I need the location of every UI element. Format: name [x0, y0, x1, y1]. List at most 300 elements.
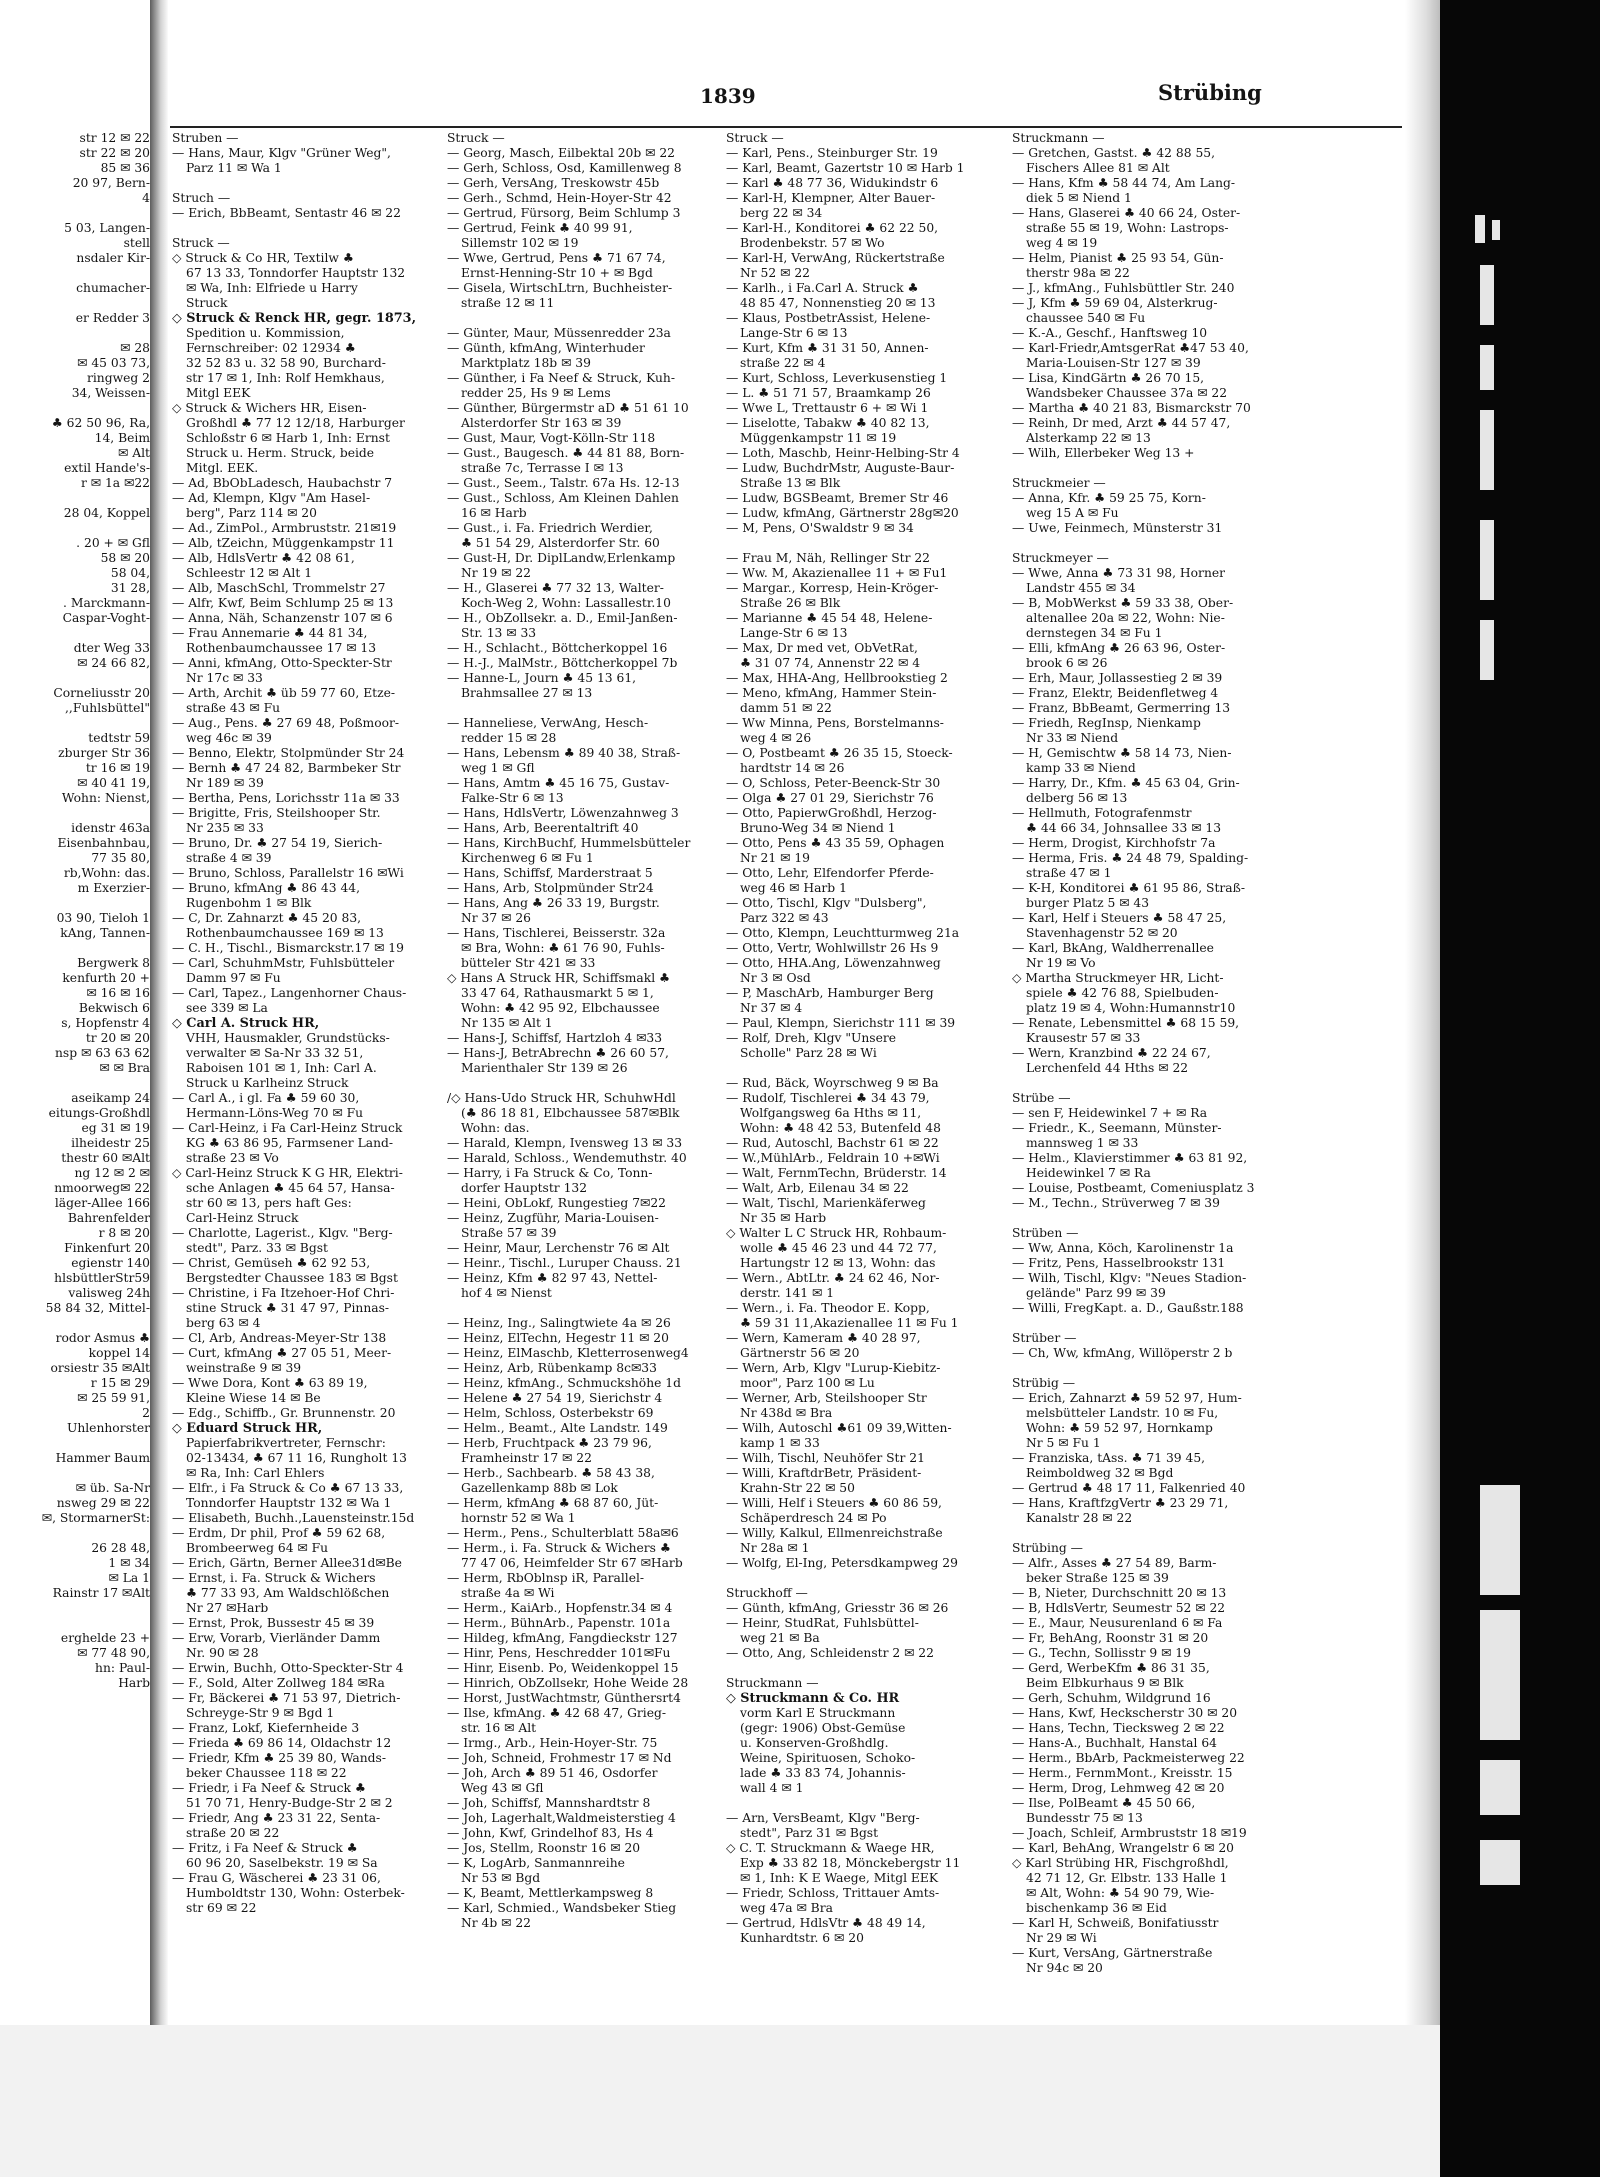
directory-entry-line: [1012, 1316, 1268, 1331]
directory-entry-line: — Hanneliese, VerwAng, Hesch-: [447, 716, 649, 730]
directory-entry-line: Nr 5 ✉ Fu 1: [1026, 1436, 1101, 1450]
directory-entry-line: — Hans, Maur, Klgv "Grüner Weg",: [172, 146, 391, 160]
directory-entry-line: — Fritz, Pens, Hasselbrookstr 131: [1012, 1256, 1226, 1270]
directory-entry-line: Tonndorfer Hauptstr 132 ✉ Wa 1: [186, 1496, 392, 1510]
directory-entry-line: Kleine Wiese 14 ✉ Be: [186, 1391, 321, 1405]
directory-entry-line: — B, Nieter, Durchschnitt 20 ✉ 13: [1012, 1586, 1227, 1600]
directory-entry-line: — Ilse, PolBeamt ♣ 45 50 66,: [1012, 1796, 1196, 1810]
directory-entry-line: Nr 29 ✉ Wi: [1026, 1931, 1097, 1945]
directory-entry-line: — Otto, PapierwGroßhdl, Herzog-: [726, 806, 937, 820]
directory-entry-line: — B, HdlsVertr, Seumestr 52 ✉ 22: [1012, 1601, 1226, 1615]
directory-entry-line: str 69 ✉ 22: [186, 1901, 257, 1915]
directory-entry-line: 42 71 12, Gr. Elbstr. 133 Halle 1: [1026, 1871, 1228, 1885]
directory-entry-line: — Herm, RbOblnsp iR, Parallel-: [447, 1571, 645, 1585]
directory-entry-line: — Günth, kfmAng, Griesstr 36 ✉ 26: [726, 1601, 949, 1615]
directory-entry-line: straße 22 ✉ 4: [740, 356, 826, 370]
directory-entry-line: hof 4 ✉ Nienst: [461, 1286, 552, 1300]
directory-column-4: [1012, 131, 1268, 2011]
directory-entry-line: [447, 701, 707, 716]
scanner-mark: [1480, 1760, 1520, 1815]
directory-entry-line: Scholle" Parz 28 ✉ Wi: [740, 1046, 877, 1060]
directory-entry-line: — Wilh, Autoschl ♣61 09 39,Witten-: [726, 1421, 952, 1435]
fragment-line: 2: [142, 1406, 150, 1420]
directory-entry-line: — Karl, Helf i Steuers ♣ 58 47 25,: [1012, 911, 1227, 925]
directory-entry-line: — Friedh, RegInsp, Nienkamp: [1012, 716, 1201, 730]
directory-entry-line: Wohn: ♣ 42 95 92, Elbchaussee: [461, 1001, 660, 1015]
directory-entry-line: — Gertrud, HdlsVtr ♣ 48 49 14,: [726, 1916, 926, 1930]
directory-entry-line: — Karl-H, Klempner, Alter Bauer-: [726, 191, 936, 205]
directory-entry-line: Wandsbeker Chaussee 37a ✉ 22: [1026, 386, 1228, 400]
directory-entry-line: — Otto, Vertr, Wohlwillstr 26 Hs 9: [726, 941, 939, 955]
directory-entry-line: — K, Beamt, Mettlerkampsweg 8: [447, 1886, 654, 1900]
directory-entry-line: — Gust., Baugesch. ♣ 44 81 88, Born-: [447, 446, 685, 460]
directory-entry-line: Brahmsallee 27 ✉ 13: [461, 686, 593, 700]
directory-entry-line: — C. H., Tischl., Bismarckstr.17 ✉ 19: [172, 941, 404, 955]
directory-entry-line: — Franz, Elektr, Beidenfletweg 4: [1012, 686, 1219, 700]
directory-entry-line: berg 63 ✉ 4: [186, 1316, 261, 1330]
directory-entry-line: 67 13 33, Tonndorfer Hauptstr 132: [186, 266, 406, 280]
directory-entry-line: ✉ Alt, Wohn: ♣ 54 90 79, Wie-: [1026, 1886, 1215, 1900]
directory-entry-line: Straße 13 ✉ Blk: [740, 476, 841, 490]
directory-entry-line: derstr. 141 ✉ 1: [740, 1286, 835, 1300]
fragment-line: . Marckmann-: [63, 596, 150, 610]
fragment-line: valisweg 24h: [68, 1286, 150, 1300]
directory-entry-line: — Rudolf, Tischlerei ♣ 34 43 79,: [726, 1091, 930, 1105]
directory-entry-line: — Frieda ♣ 69 86 14, Oldachstr 12: [172, 1736, 392, 1750]
directory-entry-line: — Arth, Archit ♣ üb 59 77 60, Etze-: [172, 686, 396, 700]
directory-entry-line: — Heinz, ElTechn, Hegestr 11 ✉ 20: [447, 1331, 669, 1345]
directory-entry-line: dernstegen 34 ✉ Fu 1: [1026, 626, 1163, 640]
directory-entry-line: Krahn-Str 22 ✉ 50: [740, 1481, 855, 1495]
fragment-line: [0, 491, 150, 506]
firm-entry-line: ◇ Eduard Struck HR,: [172, 1421, 323, 1436]
directory-entry-line: straße 55 ✉ 19, Wohn: Lastrops-: [1026, 221, 1229, 235]
directory-entry-line: — Rud, Autoschl, Bachstr 61 ✉ 22: [726, 1136, 939, 1150]
directory-entry-line: — Carl-Heinz, i Fa Carl-Heinz Struck: [172, 1121, 403, 1135]
directory-entry-line: — Louise, Postbeamt, Comeniusplatz 3: [1012, 1181, 1255, 1195]
fragment-line: 34, Weissen-: [71, 386, 150, 400]
directory-entry-line: Struben —: [172, 131, 239, 145]
directory-entry-line: — Benno, Elektr, Stolpmünder Str 24: [172, 746, 405, 760]
scanner-mark: [1480, 620, 1494, 680]
directory-entry-line: — Anna, Kfr. ♣ 59 25 75, Korn-: [1012, 491, 1206, 505]
directory-entry-line: — Otto, Tischl, Klgv "Dulsberg",: [726, 896, 927, 910]
directory-entry-line: Nr 19 ✉ 22: [461, 566, 531, 580]
directory-entry-line: — sen F, Heidewinkel 7 + ✉ Ra: [1012, 1106, 1208, 1120]
directory-entry-line: — Joach, Schleif, Armbruststr 18 ✉19: [1012, 1826, 1247, 1840]
fragment-line: nmoorweg✉ 22: [54, 1181, 150, 1195]
directory-entry-line: — Wwe, Anna ♣ 73 31 98, Horner: [1012, 566, 1226, 580]
directory-entry-line: Nr 35 ✉ Harb: [740, 1211, 827, 1225]
directory-entry-line: Nr 189 ✉ 39: [186, 776, 264, 790]
fragment-line: 58 ✉ 20: [100, 551, 150, 565]
directory-entry-line: Gärtnerstr 56 ✉ 20: [740, 1346, 860, 1360]
directory-entry-line: — H., Glaserei ♣ 77 32 13, Walter-: [447, 581, 664, 595]
scan-background-bottom: [0, 2025, 1440, 2177]
directory-entry-line: — Renate, Lebensmittel ♣ 68 15 59,: [1012, 1016, 1240, 1030]
fragment-line: chumacher-: [76, 281, 150, 295]
directory-entry-line: ♣ 31 07 74, Annenstr 22 ✉ 4: [740, 656, 921, 670]
directory-entry-line: — Erich, Gärtn, Berner Allee31d✉Be: [172, 1556, 402, 1570]
fragment-line: [0, 266, 150, 281]
directory-entry-line: — Günter, Maur, Müssenredder 23a: [447, 326, 671, 340]
fragment-line: [0, 1616, 150, 1631]
directory-entry-line: straße 47 ✉ 1: [1026, 866, 1112, 880]
directory-entry-line: Straße 57 ✉ 39: [461, 1226, 557, 1240]
directory-entry-line: Kirchenweg 6 ✉ Fu 1: [461, 851, 594, 865]
directory-entry-line: — Ad., ZimPol., Armbruststr. 21✉19: [172, 521, 397, 535]
fragment-line: orsiestr 35 ✉Alt: [50, 1361, 150, 1375]
fragment-line: ringweg 2: [86, 371, 150, 385]
directory-entry-line: ♣ 51 54 29, Alsterdorfer Str. 60: [461, 536, 660, 550]
directory-entry-line: — J, Kfm ♣ 59 69 04, Alsterkrug-: [1012, 296, 1218, 310]
fragment-line: str 22 ✉ 20: [79, 146, 150, 160]
directory-entry-line: 32 52 83 u. 32 58 90, Burchard-: [186, 356, 386, 370]
directory-entry-line: — Max, Dr med vet, ObVetRat,: [726, 641, 918, 655]
directory-entry-line: [726, 1571, 994, 1586]
directory-entry-line: — Cl, Arb, Andreas-Meyer-Str 138: [172, 1331, 387, 1345]
directory-entry-line: — Hildeg, kfmAng, Fangdieckstr 127: [447, 1631, 678, 1645]
fragment-line: koppel 14: [88, 1346, 150, 1360]
directory-entry-line: platz 19 ✉ 4, Wohn:Humannstr10: [1026, 1001, 1236, 1015]
fragment-line: hn: Paul-: [95, 1661, 150, 1675]
directory-entry-line: Lange-Str 6 ✉ 13: [740, 326, 848, 340]
directory-entry-line: — Herm, kfmAng ♣ 68 87 60, Jüt-: [447, 1496, 659, 1510]
directory-entry-line: — Willi, KraftdrBetr, Präsident-: [726, 1466, 922, 1480]
scanner-mark: [1480, 520, 1494, 600]
directory-entry-line: redder 25, Hs 9 ✉ Lems: [461, 386, 611, 400]
directory-entry-line: — Herm., Pens., Schulterblatt 58a✉6: [447, 1526, 679, 1540]
directory-entry-line: — Rud, Bäck, Woyrschweg 9 ✉ Ba: [726, 1076, 939, 1090]
fragment-line: Bekwisch 6: [78, 1001, 150, 1015]
directory-entry-line: — Carl, Tapez., Langenhorner Chaus-: [172, 986, 407, 1000]
directory-entry-line: — O, Postbeamt ♣ 26 35 15, Stoeck-: [726, 746, 953, 760]
fragment-line: str 12 ✉ 22: [79, 131, 150, 145]
directory-entry-line: verwalter ✉ Sa-Nr 33 32 51,: [186, 1046, 364, 1060]
fragment-line: ,,Fuhlsbüttel": [65, 701, 150, 715]
directory-entry-line: Heidewinkel 7 ✉ Ra: [1026, 1166, 1151, 1180]
directory-entry-line: Carl-Heinz Struck: [186, 1211, 299, 1225]
directory-entry-line: — Georg, Masch, Eilbektal 20b ✉ 22: [447, 146, 675, 160]
directory-entry-line: — F., Sold, Alter Zollweg 184 ✉Ra: [172, 1676, 385, 1690]
directory-entry-line: — Ernst, Prok, Bussestr 45 ✉ 39: [172, 1616, 375, 1630]
fragment-line: erghelde 23 +: [60, 1631, 150, 1645]
fragment-line: zburger Str 36: [58, 746, 150, 760]
directory-entry-line: — Hans-J, BetrAbrechn ♣ 26 60 57,: [447, 1046, 669, 1060]
directory-entry-line: ◇ Hans A Struck HR, Schiffsmakl ♣: [447, 971, 671, 985]
directory-entry-line: Nr 28a ✉ 1: [740, 1541, 810, 1555]
scanner-mark: [1480, 410, 1494, 490]
directory-entry-line: — M., Techn., Strüverweg 7 ✉ 39: [1012, 1196, 1220, 1210]
directory-entry-line: — Hans, Schiffsf, Marderstraat 5: [447, 866, 653, 880]
fragment-line: 85 ✉ 36: [100, 161, 150, 175]
directory-entry-line: therstr 98a ✉ 22: [1026, 266, 1130, 280]
directory-entry-line: — Brigitte, Fris, Steilshooper Str.: [172, 806, 381, 820]
directory-entry-line: ◇ Struck & Co HR, Textilw ♣: [172, 251, 354, 265]
dark-background-right: [1440, 0, 1600, 2177]
directory-entry-line: Wohn: das.: [461, 1121, 530, 1135]
directory-entry-line: melsbütteler Landstr. 10 ✉ Fu,: [1026, 1406, 1219, 1420]
fragment-line: r 8 ✉ 20: [98, 1226, 150, 1240]
directory-entry-line: Brodenbekstr. 57 ✉ Wo: [740, 236, 885, 250]
directory-entry-line: — Erh, Maur, Jollassestieg 2 ✉ 39: [1012, 671, 1223, 685]
directory-entry-line: — Gretchen, Gastst. ♣ 42 88 55,: [1012, 146, 1216, 160]
directory-entry-line: Weg 43 ✉ Gfl: [461, 1781, 544, 1795]
directory-entry-line: — Gust., Seem., Talstr. 67a Hs. 12-13: [447, 476, 680, 490]
fragment-line: 58 04,: [110, 566, 150, 580]
directory-column-3: [726, 131, 994, 2011]
directory-entry-line: — Herm., BbArb, Packmeisterweg 22: [1012, 1751, 1245, 1765]
fragment-line: Uhlenhorster: [66, 1421, 150, 1435]
directory-entry-line: Struck —: [726, 131, 784, 145]
directory-entry-line: — Wern., AbtLtr. ♣ 24 62 46, Nor-: [726, 1271, 940, 1285]
directory-entry-line: ✉ Ra, Inh: Carl Ehlers: [186, 1466, 325, 1480]
directory-entry-line: — Frau G, Wäscherei ♣ 23 31 06,: [172, 1871, 381, 1885]
directory-entry-line: — Gerh., Schmd, Hein-Hoyer-Str 42: [447, 191, 672, 205]
directory-entry-line: — Rolf, Dreh, Klgv "Unsere: [726, 1031, 897, 1045]
directory-entry-line: 16 ✉ Harb: [461, 506, 527, 520]
directory-entry-line: sche Anlagen ♣ 45 64 57, Hansa-: [186, 1181, 395, 1195]
directory-entry-line: — Anni, kfmAng, Otto-Speckter-Str: [172, 656, 392, 670]
directory-entry-line: ✉ Bra, Wohn: ♣ 61 76 90, Fuhls-: [461, 941, 665, 955]
directory-entry-line: — Liselotte, Tabakw ♣ 40 82 13,: [726, 416, 930, 430]
directory-entry-line: — Marianne ♣ 45 54 48, Helene-: [726, 611, 933, 625]
directory-entry-line: Struckmeyer —: [1012, 551, 1109, 565]
directory-entry-line: — Wilh, Tischl, Klgv: "Neues Stadion-: [1012, 1271, 1247, 1285]
scanner-mark: [1480, 265, 1494, 325]
directory-entry-line: — Fr, BehAng, Roonstr 31 ✉ 20: [1012, 1631, 1209, 1645]
fragment-line: Caspar-Voght-: [62, 611, 150, 625]
scanner-mark: [1480, 1485, 1520, 1595]
fragment-line: tr 20 ✉ 20: [85, 1031, 150, 1045]
directory-entry-line: — Hans, Tischlerei, Beisserstr. 32a: [447, 926, 666, 940]
directory-entry-line: — Karl, BkAng, Waldherrenallee: [1012, 941, 1214, 955]
fragment-line: ✉ 40 41 19,: [77, 776, 150, 790]
directory-entry-line: — Friedr, i Fa Neef & Struck ♣: [172, 1781, 366, 1795]
directory-entry-line: weg 21 ✉ Ba: [740, 1631, 820, 1645]
directory-entry-line: Maria-Louisen-Str 127 ✉ 39: [1026, 356, 1201, 370]
directory-entry-line: Struck u. Herm. Struck, beide: [186, 446, 375, 460]
directory-entry-line: — Helene ♣ 27 54 19, Sierichstr 4: [447, 1391, 663, 1405]
directory-entry-line: — Hans, HdlsVertr, Löwenzahnweg 3: [447, 806, 679, 820]
directory-entry-line: Struckmann —: [1012, 131, 1105, 145]
scanner-mark: [1492, 220, 1500, 240]
directory-entry-line: ◇ C. T. Struckmann & Waege HR,: [726, 1841, 935, 1855]
directory-entry-line: — Gerh, VersAng, Treskowstr 45b: [447, 176, 660, 190]
directory-entry-line: — Martha ♣ 40 21 83, Bismarckstr 70: [1012, 401, 1251, 415]
directory-entry-line: — Wern, Kranzbind ♣ 22 24 67,: [1012, 1046, 1211, 1060]
directory-entry-line: Struck —: [447, 131, 505, 145]
directory-entry-line: — Heinr, Maur, Lerchenstr 76 ✉ Alt: [447, 1241, 670, 1255]
directory-entry-line: Exp ♣ 33 82 18, Mönckebergstr 11: [740, 1856, 961, 1870]
directory-entry-line: [726, 1061, 994, 1076]
directory-entry-line: — Alfr, Kwf, Beim Schlump 25 ✉ 13: [172, 596, 394, 610]
fragment-line: [0, 521, 150, 536]
directory-entry-line: — Friedr, Kfm ♣ 25 39 80, Wands-: [172, 1751, 387, 1765]
directory-entry-line: Schleestr 12 ✉ Alt 1: [186, 566, 313, 580]
fragment-line: [0, 1526, 150, 1541]
directory-entry-line: — Frau Annemarie ♣ 44 81 34,: [172, 626, 368, 640]
directory-entry-line: wolle ♣ 45 46 23 und 44 72 77,: [740, 1241, 937, 1255]
fragment-line: tr 16 ✉ 19: [85, 761, 150, 775]
fragment-line: Harb: [118, 1676, 150, 1690]
directory-entry-line: — Edg., Schiffb., Gr. Brunnenstr. 20: [172, 1406, 396, 1420]
directory-entry-line: — Erich, Zahnarzt ♣ 59 52 97, Hum-: [1012, 1391, 1242, 1405]
directory-entry-line: [726, 1796, 994, 1811]
directory-entry-line: ✉ Wa, Inh: Elfriede u Harry: [186, 281, 358, 295]
directory-entry-line: [1012, 536, 1268, 551]
directory-entry-line: Großhdl ♣ 77 12 12/18, Harburger: [186, 416, 405, 430]
directory-entry-line: Mitgl EEK: [186, 386, 251, 400]
directory-column-1: [172, 131, 430, 2011]
directory-entry-line: [1012, 461, 1268, 476]
directory-entry-line: — Karl ♣ 48 77 36, Widukindstr 6: [726, 176, 939, 190]
fragment-line: [0, 806, 150, 821]
directory-entry-line: — John, Kwf, Grindelhof 83, Hs 4: [447, 1826, 654, 1840]
directory-entry-line: — Hans, Arb, Stolpmünder Str24: [447, 881, 654, 895]
directory-entry-line: — Friedr., K., Seemann, Münster-: [1012, 1121, 1222, 1135]
directory-entry-line: damm 51 ✉ 22: [740, 701, 832, 715]
directory-entry-line: weg 15 A ✉ Fu: [1026, 506, 1119, 520]
directory-entry-line: Spedition u. Kommission,: [186, 326, 345, 340]
fragment-line: 31 28,: [110, 581, 150, 595]
directory-entry-line: — Karl, Pens., Steinburger Str. 19: [726, 146, 938, 160]
directory-entry-line: see 339 ✉ La: [186, 1001, 268, 1015]
directory-entry-line: chaussee 540 ✉ Fu: [1026, 311, 1146, 325]
directory-entry-line: — Heinr, StudRat, Fuhlsbüttel-: [726, 1616, 919, 1630]
fragment-line: eg 31 ✉ 19: [81, 1121, 150, 1135]
directory-entry-line: Nr 27 ✉Harb: [186, 1601, 269, 1615]
directory-entry-line: — H.-J., MalMstr., Böttcherkoppel 7b: [447, 656, 678, 670]
directory-entry-line: — Franziska, tAss. ♣ 71 39 45,: [1012, 1451, 1206, 1465]
directory-entry-line: — Carl A., i gl. Fa ♣ 59 60 30,: [172, 1091, 360, 1105]
directory-entry-line: — Friedr, Schloss, Trittauer Amts-: [726, 1886, 940, 1900]
directory-entry-line: 60 96 20, Saselbekstr. 19 ✉ Sa: [186, 1856, 378, 1870]
directory-entry-line: weg 1 ✉ Gfl: [461, 761, 535, 775]
directory-entry-line: 02-13434, ♣ 67 11 16, Rungholt 13: [186, 1451, 407, 1465]
directory-entry-line: Wohn: ♣ 59 52 97, Hornkamp: [1026, 1421, 1213, 1435]
directory-entry-line: — Gisela, WirtschLtrn, Buchheister-: [447, 281, 673, 295]
directory-entry-line: bischenkamp 36 ✉ Eid: [1026, 1901, 1167, 1915]
directory-entry-line: — J., kfmAng., Fuhlsbüttler Str. 240: [1012, 281, 1235, 295]
fragment-line: [0, 716, 150, 731]
directory-entry-line: — Kurt, Schloss, Leverkusenstieg 1: [726, 371, 948, 385]
directory-entry-line: — Helm., Klavierstimmer ♣ 63 81 92,: [1012, 1151, 1248, 1165]
fragment-line: Eisenbahnbau,: [57, 836, 150, 850]
directory-entry-line: — Margar., Korresp, Hein-Kröger-: [726, 581, 939, 595]
directory-entry-line: — Hans, KirchBuchf, Hummelsbütteler: [447, 836, 691, 850]
left-page-fragment: [0, 131, 150, 2011]
directory-entry-line: — Hans, KraftfzgVertr ♣ 23 29 71,: [1012, 1496, 1229, 1510]
fragment-line: Bergwerk 8: [77, 956, 150, 970]
directory-entry-line: Schreyge-Str 9 ✉ Bgd 1: [186, 1706, 335, 1720]
directory-entry-line: Schloßstr 6 ✉ Harb 1, Inh: Ernst: [186, 431, 390, 445]
directory-entry-line: — Carl, SchuhmMstr, Fuhlsbütteler: [172, 956, 395, 970]
fragment-line: [0, 296, 150, 311]
fragment-line: rb,Wohn: das.: [63, 866, 150, 880]
directory-entry-line: — Günther, Bürgermstr aD ♣ 51 61 10: [447, 401, 689, 415]
directory-entry-line: — Gust., i. Fa. Friedrich Werdier,: [447, 521, 653, 535]
directory-entry-line: — Heini, ObLokf, Rungestieg 7✉22: [447, 1196, 666, 1210]
directory-entry-line: [726, 536, 994, 551]
fragment-line: . 20 + ✉ Gfl: [76, 536, 150, 550]
directory-entry-line: Brombeerweg 64 ✉ Fu: [186, 1541, 329, 1555]
directory-entry-line: — Willi, FregKapt. a. D., Gaußstr.188: [1012, 1301, 1244, 1315]
directory-entry-line: Nr 235 ✉ 33: [186, 821, 264, 835]
directory-entry-line: — Karlh., i Fa.Carl A. Struck ♣: [726, 281, 919, 295]
directory-entry-line: — Karl, BehAng, Wrangelstr 6 ✉ 20: [1012, 1841, 1235, 1855]
fragment-line: läger-Allee 166: [54, 1196, 150, 1210]
directory-entry-line: ♣ 44 66 34, Johnsallee 33 ✉ 13: [1026, 821, 1222, 835]
directory-entry-line: — Herm., i. Fa. Struck & Wichers ♣: [447, 1541, 671, 1555]
directory-entry-line: Hartungstr 12 ✉ 13, Wohn: das: [740, 1256, 936, 1270]
fragment-line: Finkenfurt 20: [64, 1241, 150, 1255]
fragment-line: ✉ La 1: [108, 1571, 150, 1585]
directory-entry-line: — Christ, Gemüseh ♣ 62 92 53,: [172, 1256, 371, 1270]
directory-entry-line: — Bertha, Pens, Lorichsstr 11a ✉ 33: [172, 791, 400, 805]
directory-entry-line: — Hans, Ang ♣ 26 33 19, Burgstr.: [447, 896, 660, 910]
fragment-line: idenstr 463a: [71, 821, 150, 835]
directory-entry-line: — Heinz, Ing., Salingtwiete 4a ✉ 26: [447, 1316, 671, 1330]
directory-entry-line: — Karl-H, VerwAng, Rückertstraße: [726, 251, 945, 265]
directory-entry-line: Reimboldweg 32 ✉ Bgd: [1026, 1466, 1174, 1480]
directory-entry-line: Alsterdorfer Str 163 ✉ 39: [461, 416, 622, 430]
directory-entry-line: Strübig —: [1012, 1376, 1076, 1390]
directory-entry-line: — Helm, Pianist ♣ 25 93 54, Gün-: [1012, 251, 1224, 265]
directory-entry-line: Wohn: ♣ 48 42 53, Butenfeld 48: [740, 1121, 941, 1135]
directory-entry-line: — Gerh, Schuhm, Wildgrund 16: [1012, 1691, 1211, 1705]
directory-entry-line: — Ww Minna, Pens, Borstelmanns-: [726, 716, 944, 730]
directory-entry-line: — Erich, BbBeamt, Sentastr 46 ✉ 22: [172, 206, 401, 220]
firm-entry-line: ◇ Struckmann & Co. HR: [726, 1691, 900, 1706]
directory-entry-line: — Gertrud, Feink ♣ 40 99 91,: [447, 221, 633, 235]
directory-entry-line: [1012, 1361, 1268, 1376]
directory-entry-line: — Ludw, BuchdrMstr, Auguste-Baur-: [726, 461, 955, 475]
directory-entry-line: Nr 4b ✉ 22: [461, 1916, 532, 1930]
fragment-line: 20 97, Bern-: [72, 176, 150, 190]
directory-entry-line: — B, MobWerkst ♣ 59 33 38, Ober-: [1012, 596, 1234, 610]
directory-entry-line: straße 7c, Terrasse I ✉ 13: [461, 461, 624, 475]
directory-entry-line: — Jos, Stellm, Roonstr 16 ✉ 20: [447, 1841, 641, 1855]
fragment-line: 03 90, Tieloh 1: [56, 911, 150, 925]
fragment-line: ilheidestr 25: [71, 1136, 150, 1150]
directory-entry-line: — Harry, i Fa Struck & Co, Tonn-: [447, 1166, 653, 1180]
directory-entry-line: — Fr, Bäckerei ♣ 71 53 97, Dietrich-: [172, 1691, 401, 1705]
directory-entry-line: — Herm., KaiArb., Hopfenstr.34 ✉ 4: [447, 1601, 673, 1615]
directory-entry-line: — Hans, Kfm ♣ 58 44 74, Am Lang-: [1012, 176, 1236, 190]
directory-entry-line: — Erw, Vorarb, Vierländer Damm: [172, 1631, 381, 1645]
directory-entry-line: ◇ Carl-Heinz Struck K G HR, Elektri-: [172, 1166, 403, 1180]
directory-entry-line: Papierfabrikvertreter, Fernschr:: [186, 1436, 386, 1450]
firm-entry-line: ◇ Carl A. Struck HR,: [172, 1016, 320, 1031]
scanner-mark: [1480, 345, 1494, 390]
directory-entry-line: Parz 322 ✉ 43: [740, 911, 829, 925]
directory-entry-line: — Wwe L, Trettaustr 6 + ✉ Wi 1: [726, 401, 929, 415]
directory-entry-line: — Curt, kfmAng ♣ 27 05 51, Meer-: [172, 1346, 392, 1360]
directory-entry-line: Nr 135 ✉ Alt 1: [461, 1016, 553, 1030]
directory-entry-line: burger Platz 5 ✉ 43: [1026, 896, 1150, 910]
fragment-line: ✉ 24 66 82,: [77, 656, 150, 670]
directory-entry-line: — Hinr, Pens, Heschredder 101✉Fu: [447, 1646, 671, 1660]
fragment-line: 26 28 48,: [91, 1541, 150, 1555]
directory-entry-line: — Karl-H., Konditorei ♣ 62 22 50,: [726, 221, 939, 235]
directory-entry-line: — Gust-H, Dr. DiplLandw,Erlenkamp: [447, 551, 676, 565]
directory-entry-line: Strübing —: [1012, 1541, 1083, 1555]
directory-entry-line: — Gertrud, Fürsorg, Beim Schlump 3: [447, 206, 681, 220]
directory-entry-line: Landstr 455 ✉ 34: [1026, 581, 1136, 595]
directory-entry-line: Humboldtstr 130, Wohn: Osterbek-: [186, 1886, 405, 1900]
directory-entry-line: [447, 1301, 707, 1316]
